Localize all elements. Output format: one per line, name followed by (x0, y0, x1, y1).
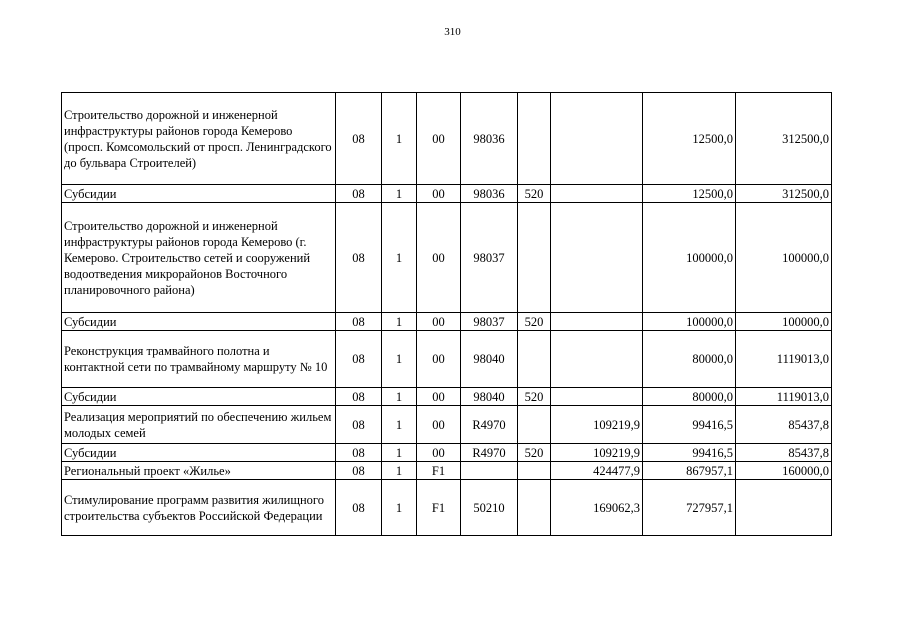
subprogram-code: 00 (417, 93, 461, 185)
amount-year-2: 99416,5 (643, 444, 736, 462)
expense-type-code (518, 203, 551, 313)
table-row (62, 480, 832, 536)
amount-year-1: 169062,3 (551, 480, 643, 536)
amount-year-2: 867957,1 (643, 462, 736, 480)
target-item-code: 98037 (461, 203, 518, 313)
budget-table (61, 92, 832, 536)
subprogram-code: 00 (417, 313, 461, 331)
program-code: 1 (382, 406, 417, 444)
table-row (62, 388, 832, 406)
amount-year-3: 85437,8 (736, 444, 832, 462)
amount-year-2: 80000,0 (643, 331, 736, 388)
amount-year-3: 85437,8 (736, 406, 832, 444)
section-code: 08 (336, 185, 382, 203)
amount-year-2: 100000,0 (643, 313, 736, 331)
section-code: 08 (336, 462, 382, 480)
program-code: 1 (382, 313, 417, 331)
expense-type-code (518, 331, 551, 388)
row-name: Реконструкция трамвайного полотна и контактной сети по трамвайному маршруту № 10 (62, 331, 336, 388)
row-name: Субсидии (62, 444, 336, 462)
row-name: Стимулирование программ развития жилищного строительства субъектов Российской Федерации (62, 480, 336, 536)
subprogram-code: 00 (417, 406, 461, 444)
expense-type-code: 520 (518, 388, 551, 406)
target-item-code: 98040 (461, 331, 518, 388)
expense-type-code (518, 406, 551, 444)
table-row (62, 331, 832, 388)
program-code: 1 (382, 331, 417, 388)
target-item-code: 50210 (461, 480, 518, 536)
target-item-code: 98036 (461, 185, 518, 203)
table-row (62, 203, 832, 313)
program-code: 1 (382, 203, 417, 313)
target-item-code: 98037 (461, 313, 518, 331)
section-code: 08 (336, 388, 382, 406)
amount-year-3: 312500,0 (736, 185, 832, 203)
section-code: 08 (336, 406, 382, 444)
row-name: Субсидии (62, 388, 336, 406)
amount-year-3: 1119013,0 (736, 388, 832, 406)
section-code: 08 (336, 480, 382, 536)
amount-year-2: 99416,5 (643, 406, 736, 444)
page-number: 310 (444, 26, 461, 38)
subprogram-code: F1 (417, 480, 461, 536)
target-item-code: 98040 (461, 388, 518, 406)
table-row (62, 444, 832, 462)
amount-year-3: 1119013,0 (736, 331, 832, 388)
expense-type-code: 520 (518, 185, 551, 203)
subprogram-code: 00 (417, 388, 461, 406)
row-name: Реализация мероприятий по обеспечению жильем молодых семей (62, 406, 336, 444)
amount-year-1: 109219,9 (551, 406, 643, 444)
amount-year-1 (551, 203, 643, 313)
amount-year-1 (551, 185, 643, 203)
amount-year-2: 727957,1 (643, 480, 736, 536)
expense-type-code (518, 462, 551, 480)
amount-year-1 (551, 388, 643, 406)
table-row (62, 185, 832, 203)
row-name: Региональный проект «Жилье» (62, 462, 336, 480)
table-row (62, 93, 832, 185)
program-code: 1 (382, 93, 417, 185)
amount-year-2: 80000,0 (643, 388, 736, 406)
program-code: 1 (382, 480, 417, 536)
amount-year-3: 312500,0 (736, 93, 832, 185)
amount-year-3: 100000,0 (736, 313, 832, 331)
program-code: 1 (382, 388, 417, 406)
section-code: 08 (336, 331, 382, 388)
table-row (62, 313, 832, 331)
row-name: Строительство дорожной и инженерной инфраструктуры районов города Кемерово (просп. Комсомольский от просп. Ленинградского до бульвара Строителей) (62, 93, 336, 185)
subprogram-code: F1 (417, 462, 461, 480)
row-name: Субсидии (62, 185, 336, 203)
amount-year-2: 12500,0 (643, 93, 736, 185)
table-row (62, 406, 832, 444)
subprogram-code: 00 (417, 185, 461, 203)
table-row (62, 462, 832, 480)
expense-type-code (518, 480, 551, 536)
expense-type-code: 520 (518, 444, 551, 462)
section-code: 08 (336, 203, 382, 313)
row-name: Строительство дорожной и инженерной инфраструктуры районов города Кемерово (г. Кемерово. Строительство сетей и сооружений водоотведения микрорайонов Восточного планировочного района) (62, 203, 336, 313)
program-code: 1 (382, 444, 417, 462)
amount-year-1: 424477,9 (551, 462, 643, 480)
amount-year-2: 12500,0 (643, 185, 736, 203)
amount-year-3 (736, 480, 832, 536)
section-code: 08 (336, 444, 382, 462)
program-code: 1 (382, 185, 417, 203)
subprogram-code: 00 (417, 444, 461, 462)
section-code: 08 (336, 93, 382, 185)
subprogram-code: 00 (417, 331, 461, 388)
amount-year-2: 100000,0 (643, 203, 736, 313)
row-name: Субсидии (62, 313, 336, 331)
expense-type-code (518, 93, 551, 185)
subprogram-code: 00 (417, 203, 461, 313)
amount-year-1: 109219,9 (551, 444, 643, 462)
program-code: 1 (382, 462, 417, 480)
target-item-code: R4970 (461, 444, 518, 462)
amount-year-1 (551, 331, 643, 388)
expense-type-code: 520 (518, 313, 551, 331)
target-item-code: R4970 (461, 406, 518, 444)
table-body (62, 93, 832, 536)
amount-year-1 (551, 93, 643, 185)
amount-year-1 (551, 313, 643, 331)
section-code: 08 (336, 313, 382, 331)
amount-year-3: 160000,0 (736, 462, 832, 480)
amount-year-3: 100000,0 (736, 203, 832, 313)
target-item-code (461, 462, 518, 480)
target-item-code: 98036 (461, 93, 518, 185)
